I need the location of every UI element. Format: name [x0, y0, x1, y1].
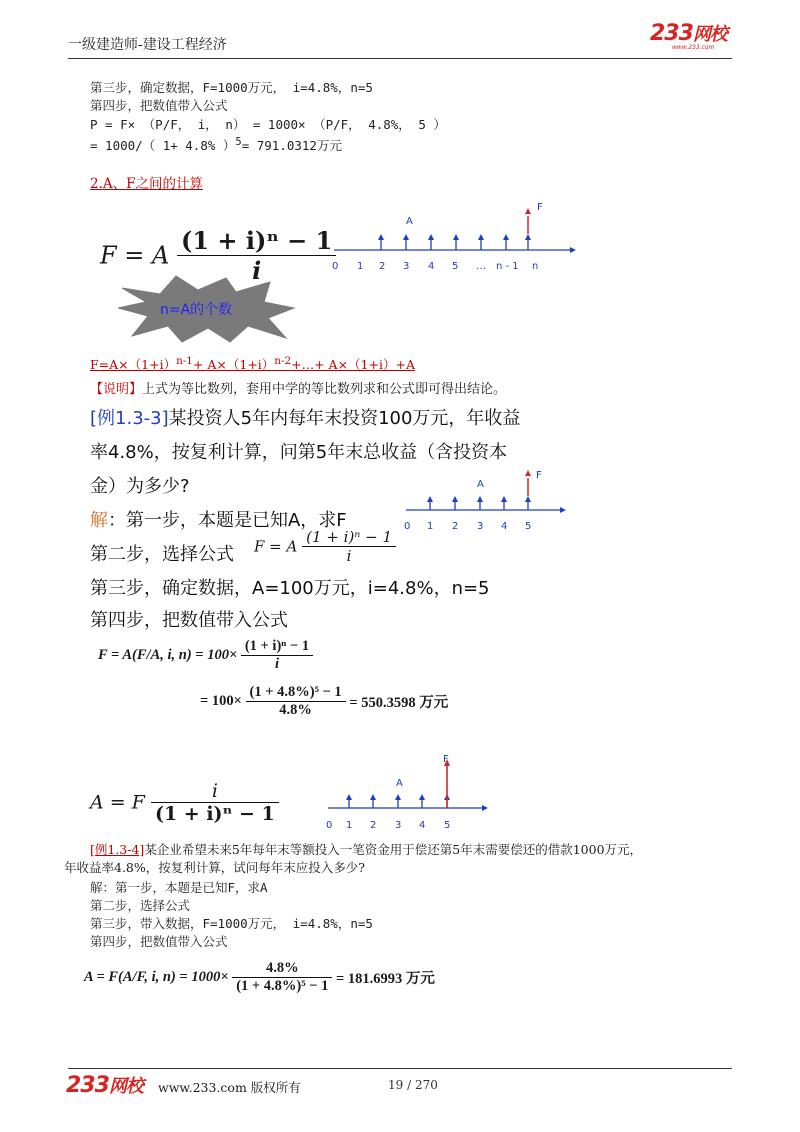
d3-arrowhead-2	[370, 794, 376, 800]
ex4-line2: 年收益率4.8%，按复利计算，试问每年末应投入多少?	[64, 860, 365, 875]
calc4-fraction	[232, 960, 332, 995]
d1-tick-5: 5	[452, 261, 459, 272]
calc3-line1	[98, 638, 313, 673]
ex3-solve-tag: 解	[90, 510, 108, 531]
d3-label-A: A	[396, 778, 403, 789]
d2-F-arrowhead	[525, 470, 531, 476]
series-exp-1: n-1	[176, 355, 193, 367]
d1-up-arrows	[378, 208, 531, 250]
series-formula	[90, 355, 415, 373]
calc4-numerator: 4.8%	[232, 960, 332, 978]
calc3-line1-lhs: F = A(F/A, i, n) = 100×	[98, 647, 238, 663]
calc4-rhs: = 181.6993 万元	[336, 971, 435, 987]
formula-AF-numerator: i	[151, 780, 279, 803]
eq2-sup: 5	[235, 136, 242, 148]
footer-divider	[68, 1068, 732, 1069]
footer-site: www.233.com 版权所有	[158, 1080, 301, 1095]
d1-arrowhead-7	[525, 234, 531, 240]
formula-FA-lhs: F = A	[100, 241, 170, 270]
calc3-line1-fraction	[241, 638, 313, 673]
ex4-step4: 第四步，把数值带入公式	[90, 934, 228, 949]
d1-arrowhead-3	[428, 234, 434, 240]
block1-eq2	[90, 136, 342, 154]
inline-formula-lhs: F = A	[254, 537, 298, 556]
d2-arrowhead-1	[427, 496, 433, 502]
cashflow-diagram-1	[328, 198, 578, 278]
d1-arrowhead-1	[378, 234, 384, 240]
eq2-post: = 791.0312万元	[241, 138, 342, 154]
block1-step3: 第三步，确定数据，F=1000万元， i=4.8%，n=5	[90, 80, 373, 95]
d3-tick-1: 1	[346, 820, 353, 831]
formula-FA-numerator: (1 + i)ⁿ − 1	[177, 226, 336, 256]
starburst-label: n=A的个数	[160, 302, 233, 318]
header-title: 一级建造师-建设工程经济	[68, 37, 227, 53]
calc3-line2-fraction	[246, 684, 346, 719]
d1-arrowhead-6	[503, 234, 509, 240]
d1-tick-8: n	[532, 261, 539, 272]
calc4-lhs: A = F(A/F, i, n) = 1000×	[84, 969, 229, 985]
d1-tick-7: n - 1	[496, 261, 519, 272]
formula-AF-fraction	[151, 780, 279, 825]
calc3-line2-denominator: 4.8%	[279, 702, 312, 718]
ex4-line1	[90, 840, 642, 858]
d3-arrowhead-1	[346, 794, 352, 800]
series-exp-2: n-2	[274, 355, 292, 367]
ex4-step2: 第二步，选择公式	[90, 898, 191, 913]
calc4	[84, 960, 435, 995]
d1-tick-1: 1	[357, 261, 364, 272]
series-part-3: +…+ A×（1+i）+A	[291, 357, 415, 373]
d3-tick-0: 0	[326, 820, 333, 831]
d1-tick-labels	[332, 261, 538, 272]
ex3-line1-text: 某投资人5年内每年末投资100万元，年收益	[168, 408, 521, 429]
header-divider	[68, 58, 732, 59]
d1-axis-arrowhead	[570, 247, 576, 253]
calc3-line2	[200, 684, 448, 719]
logo-number: 233	[650, 21, 693, 46]
ex3-line2: 率4.8%，按复利计算，问第5年末总收益（含投资本	[90, 442, 508, 463]
eq2-pre: = 1000/（ 1+ 4.8% ）	[90, 138, 236, 154]
calc3-line1-numerator: (1 + i)ⁿ − 1	[241, 638, 313, 656]
calc4-denominator: (1 + 4.8%)⁵ − 1	[236, 978, 329, 994]
d2-tick-5: 5	[525, 521, 532, 532]
d1-F-arrowhead	[525, 208, 531, 214]
logo-text: 网校	[692, 24, 727, 45]
series-part-2: + A×（1+i）	[192, 357, 275, 373]
d1-tick-4: 4	[428, 261, 435, 272]
cashflow-diagram-2	[400, 466, 570, 536]
d2-tick-2: 2	[452, 521, 459, 532]
block1-step4: 第四步，把数值带入公式	[90, 98, 228, 113]
formula-AF-lhs: A = F	[90, 791, 145, 814]
d3-axis-arrowhead	[482, 805, 488, 811]
d1-tick-3: 3	[403, 261, 410, 272]
d3-tick-5: 5	[444, 820, 451, 831]
d2-label-A: A	[477, 479, 484, 490]
d3-tick-labels	[326, 820, 450, 831]
d2-arrowhead-3	[477, 496, 483, 502]
cashflow-diagram-3	[322, 754, 492, 834]
d1-tick-2: 2	[379, 261, 386, 272]
header-logo-url: www.233.com	[672, 44, 715, 51]
d2-tick-1: 1	[427, 521, 434, 532]
d3-tick-4: 4	[419, 820, 426, 831]
d1-arrowhead-5	[478, 234, 484, 240]
calc3-line2-rhs: = 550.3598 万元	[349, 695, 449, 711]
d2-axis-arrowhead	[560, 507, 566, 513]
d2-arrowhead-2	[452, 496, 458, 502]
d3-arrowhead-3	[395, 794, 401, 800]
d1-label-A: A	[406, 216, 413, 227]
ex3-step4: 第四步，把数值带入公式	[90, 610, 288, 631]
note-text: 上式为等比数列，套用中学的等比数列求和公式即可得出结论。	[142, 382, 507, 397]
series-part-1: F=A×（1+i）	[90, 357, 177, 373]
d2-tick-labels	[404, 521, 531, 532]
note-line	[90, 378, 506, 397]
note-tag: 【说明】	[90, 382, 143, 397]
d1-arrowhead-4	[453, 234, 459, 240]
d2-arrowhead-4	[501, 496, 507, 502]
footer-logo-text: 网校	[108, 1076, 143, 1097]
d3-label-F: F	[443, 754, 449, 765]
inline-formula-fraction	[302, 528, 396, 565]
ex3-line1	[90, 404, 520, 430]
footer-logo-number: 233	[66, 1073, 109, 1098]
footer-page-number: 19 / 270	[388, 1078, 438, 1092]
ex4-step3: 第三步，带入数据，F=1000万元， i=4.8%，n=5	[90, 916, 373, 931]
formula-AF-denominator: (1 + i)ⁿ − 1	[154, 803, 275, 825]
d1-tick-0: 0	[332, 261, 339, 272]
calc3-line1-denominator: i	[274, 656, 279, 672]
d3-tick-2: 2	[370, 820, 377, 831]
inline-formula-numerator: (1 + i)ⁿ − 1	[302, 528, 396, 547]
ex3-inline-formula	[254, 528, 396, 565]
calc3-line2-lhs: = 100×	[200, 693, 242, 709]
calc3-line2-numerator: (1 + 4.8%)⁵ − 1	[246, 684, 346, 702]
inline-formula-denominator: i	[346, 547, 352, 565]
section2-title: 2.A、F之间的计算	[90, 176, 203, 192]
d2-tick-3: 3	[477, 521, 484, 532]
d1-label-F: F	[537, 202, 543, 213]
d1-arrowhead-2	[403, 234, 409, 240]
ex3-line3: 金）为多少?	[90, 476, 190, 497]
block1-eq1: P = F× （P/F， i， n） = 1000× （P/F， 4.8%， 5 ）	[90, 117, 446, 132]
ex3-step2: 第二步，选择公式	[90, 544, 234, 565]
ex3-step3: 第三步，确定数据，A=100万元，i=4.8%，n=5	[90, 578, 490, 599]
formula-FA-denominator: i	[252, 256, 262, 285]
ex4-step1: 解：第一步，本题是已知F，求A	[90, 880, 268, 895]
footer-logo	[66, 1072, 143, 1098]
d2-tick-4: 4	[501, 521, 508, 532]
ex4-line1-text: 某企业希望未来5年每年末等额投入一笔资金用于偿还第5年末需要偿还的借款1000万元，	[144, 842, 643, 857]
d3-tick-3: 3	[395, 820, 402, 831]
formula-AF	[90, 780, 279, 825]
ex3-tag: [例1.3-3]	[90, 408, 169, 429]
d2-tick-0: 0	[404, 521, 411, 532]
d1-tick-6: …	[476, 261, 486, 272]
header-logo	[650, 20, 727, 46]
d2-arrowhead-5	[525, 496, 531, 502]
ex3-step1-text: ：第一步，本题是已知A，求F	[108, 510, 347, 531]
d3-arrowhead-4	[419, 794, 425, 800]
d2-label-F: F	[536, 470, 542, 481]
ex4-tag: [例1.3-4]	[90, 842, 145, 857]
